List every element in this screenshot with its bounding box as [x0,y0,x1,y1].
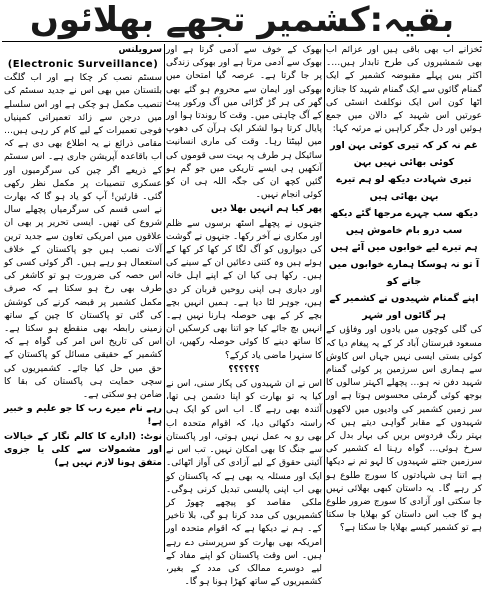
english-term: (Electronic Surveillance) [7,59,159,71]
poem-line: تیری شہادت دیکھ لو ہم تیرے بہن بھائی ہیں [336,174,472,203]
paragraph: سسٹم نصب کر چکا ہے اور اب گلگت بلتستان میں بھی اس نے جدید سسٹم کی تنصیب مکمل ہو چکی ہے اور اس سلسلے میں درجن سے زائد تعمیراتی کمپنیاں فوجی تعمیرات کے لیے کام کر رہی ہیں… مقامی ذرائع نے یہ اطلاع بھی دی ہے کہ اب باقاعدہ آپریشن جاری ہے۔ اس سسٹم کے ذریعے اگر چین کی سرگرمیوں اور عسکری تنصیبات پر مکمل نظر رکھی گئی۔ قارئین! آپ کو یاد ہو گا کہ بھارت نے اسی قسم کی سرگرمیاں پچھلے سال شروع کی تھیں۔ ایسی تحریر پر بھی ان علاقوں میں امریکی تعاون سے جدید ترین آلات نصب ہیں جو پاکستان کے خلاف استعمال ہو رہے ہیں۔ اگر کوئی کسی کو اس حصہ کی ضرورت ہو تو کاشغر کی طرف بھی رخ ہو سکتا ہے کہ صرف مکمل کشمیر پر قبضہ کرنے کی کوشش کی گئی تو پاکستان کا چین کے ساتھ زمینی رابطہ بھی منقطع ہو سکتا ہے۔ اس کی تاریخ اس امر کی گواہ ہے کہ کشمیر کے حقیقی مسائل کو پاکستان کے حق میں حل کیا جائے۔ کشمیریوں کی سچی حمایت ہی پاکستان کی بقا کا ضامن ہو سکتی ہے۔ [4,73,162,401]
paragraph: ٹخزانے اب بھی باقی ہیں اور عزائم اب بھی شمشیروں کی طرح تابدار ہیں…۔اکثر بس پہلے مقبوضہ کشمیر کے ایک گمنام گائوں سے ایک گمنام شہید کا جنازہ اٹھا کون اس ایک نوکلفٹ انسٹی کی عورتیں اس شہید کے دالان میں جمع ہوئیں اور دل جگر کراہیں نے مرثیہ کہا: [326,45,482,135]
column-left [4,44,162,552]
closing-line: رہے نام میرے رب کا جو علیم و خبیر ہے! [4,404,162,428]
column-divider [324,44,325,552]
column-right [326,44,482,552]
paragraph: جنہوں نے پچھلے اسٹھ برسوں سے ظلم اور مکاری نے آخر رکھا۔ جنہوں نے گوشت کی دیواروں کو آگ لگا کر کھا کر کھا کے ہوئے ہیں وہ کتنی دعائیں ان کے سینے کی ہیں۔ رکھا ہی کیا ان کے اپنے اہل خانہ اور دیاری ہی اپنی روحیں قربان کر دی ہیں، جوہر لٹا دیا ہے۔ ہمیں انہیں بچے بچے کر کے بھی حوصلہ ہارنا نہیں ہے۔ انہیں بچ جائے کیا جو اتنا بھی کرسکیں ان کا ساتھ دینے کا کوئی حوصلہ رکھیں، ان کا سنہرا ماضی یاد کرکے؟ [166,218,322,361]
highlight-line: پھر کیا ہم انہیں بھلا دیں [211,204,322,215]
poem-line: آ تو نہ ہوسکا ہمارے خوابوں میں جانے کو [328,259,480,288]
intro-word: سرویلنس [118,45,162,55]
column-middle [166,44,322,588]
question-marks: ؟؟؟؟؟؟ [228,364,260,375]
paragraph: بھوک کے خوف سے آدمی گرتا ہے اور بھوک سے آدمی مرتا ہے اور بھوکی زندگی پر جا گرتا ہے۔ عرصہ گیا امتحان میں بھوکی اور ایمان سے محروم ہو گئے بھی گھر کی ہر گڑ گڑائی میں آگ ورکور پیٹ کے آگ چاہتی میں۔ وقت کا روندتا ہوا اور پایال کرتا ہوا لشکر ایک ہرآن کی دھوپ میں لپیٹتا رہا۔ وقت کی ماری انسانیت سائیکل ہر طرف پہ بہت سی قوموں کی آنکھیں ہی ایسے تاریکی میں جو گم ہو گئیں کچھ ان کی جگہ اللہ ہی ان کو کوئی انجام نہیں۔ [166,45,322,201]
paragraph: اس نے ان شہیدوں کی پکار سنی، اس نے کیا یہ تو بھارت کو اپنا دشمن ہی تھا، آئندہ بھی رہے گا۔ اب اس کو ایک ہی راستہ دکھائی دیا، کہ اقوام متحدہ اب بھی رو بہ عمل نہیں ہوتی، اور پاکستان سے جنگ کا بھی امکان نہیں۔ تب اس نے آئینی حقوق کے لیے آزادی کی آواز اٹھائی۔ ایک اور مسئلہ یہ بھی ہے کہ پاکستان کو بھی اب اپنی پالیسی تبدیل کرنی ہوگی۔ ملکی مقاصد کو پیچھے چھوڑ کر کشمیریوں کی مدد کرنا ہو گی، بلا تاخیر کے۔ ہم نے دیکھا ہے کہ اقوام متحدہ اور امریکہ بھی بھارت کو سرپرستی دے رہے ہیں۔ اس وقت پاکستان کو اپنے مفاد کے لیے دوسرے ممالک کی مدد کے بغیر، کشمیریوں کے ساتھ کھڑا ہونا ہو گا۔ [166,379,322,588]
paragraph: کی گلی کوچوں میں یادوں اور وفاؤں کے مسعود قبرستان آباد کر کے یہ پیغام دیا کہ کوئی بستی ایسی نہیں جہاں اس کاوش سے ہماری اس سرزمین پر کوئی گمنام شہید دفن نہ ہو… پچھلے اکہتر سالوں کا بوجھ کوئی گرمئی محسوس ہوتا ہے اور سر زمین کشمیر کی وادیوں میں لاکھوں شہیدوں کے مقابر گواہی دیتے ہیں کہ بہتر رنگ فردوس بریں کی بہار بدل کر سرخ ہوئی… گواہ رہنا اے کشمیر کی سرزمین جتنے شہیدوں کا لہو تم نے دیکھا ہے اتنا ہی شہادتوں کا سورج طلوع ہو کر رہے گا۔ یہ داستان کبھی بھلائی نہیں جا سکتی اور آزادی کا سورج ضرور طلوع ہو گا جب اس داستان کو بھلایا جا سکتا ہے تو کشمیر کیسے بھلایا جا سکتا ہے؟ [326,325,482,534]
page-header [0,0,484,42]
poem-line: ہم تیرے لیے خوابوں میں آئے ہیں [330,242,478,254]
poem-line: دیکھ سب چہرے مرجھا گئے دیکھ سب درو بام خاموش ہیں [330,208,478,237]
editorial-note: نوٹ: (ادارے کا کالم نگار کے خیالات اور مشمولات سے کلی یا جزوی متفق ہونا لازم نہیں ہے) [4,431,162,469]
header-rule [2,41,482,42]
page-title: بقیہ:کشمیر تجھے بھلائوں [29,0,455,40]
poem-block [326,137,482,324]
column-divider [164,44,165,552]
poem-line: غم نہ کر کہ تیری کوئی بہن اور کوئی بھائی نہیں بہن [330,140,478,169]
poem-line: اپنے گمنام شہیدوں نے کشمیر کے ہر گائوں اور شہر [329,293,479,322]
